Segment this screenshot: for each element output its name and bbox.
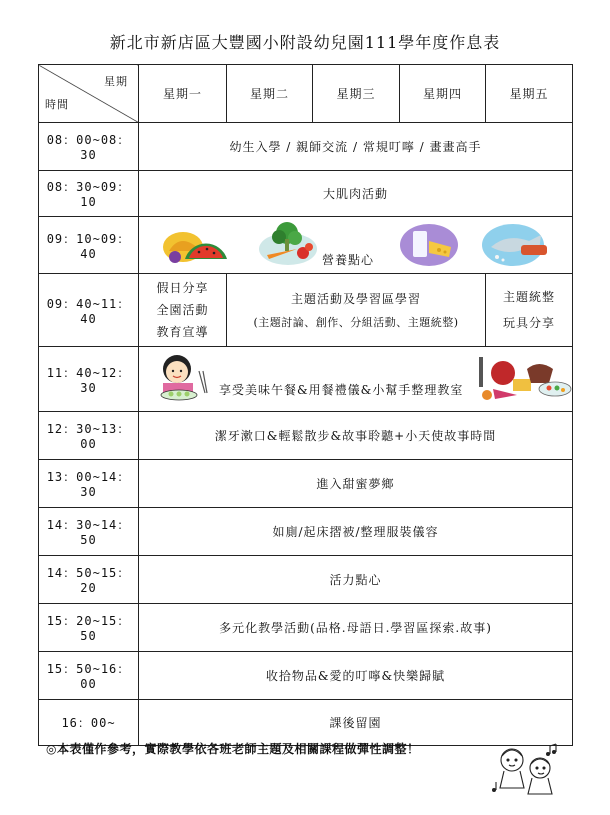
snack-cell — [139, 217, 573, 274]
time-cell: 14：30~14：50 — [39, 508, 139, 556]
time-cell: 11：40~12：30 — [39, 347, 139, 412]
table-row — [39, 347, 573, 412]
table-row — [39, 171, 573, 217]
time-cell: 13：00~14：30 — [39, 460, 139, 508]
activity-cell: 幼生入學 / 親師交流 / 常規叮嚀 / 畫畫高手 — [139, 123, 573, 171]
time-cell: 16：00~ — [39, 700, 139, 746]
time-cell: 14：50~15：20 — [39, 556, 139, 604]
monday-line: 教育宣導 — [156, 325, 209, 339]
day-header-mon: 星期一 — [139, 65, 227, 123]
food-platter-icon — [473, 349, 573, 407]
theme-activity-cell — [227, 274, 486, 347]
corner-day-label: 星期 — [104, 75, 128, 88]
time-cell: 12：30~13：00 — [39, 412, 139, 460]
monday-activity-cell — [139, 274, 227, 347]
monday-line: 假日分享 — [156, 281, 209, 295]
time-cell: 15：50~16：00 — [39, 652, 139, 700]
day-header-wed: 星期三 — [313, 65, 400, 123]
time-cell: 08：30~09：10 — [39, 171, 139, 217]
table-row — [39, 556, 573, 604]
activity-cell: 大肌肉活動 — [139, 171, 573, 217]
child-eating-icon — [149, 351, 215, 401]
activity-cell: 收拾物品&愛的叮嚀&快樂歸賦 — [139, 652, 573, 700]
activity-cell: 課後留園 — [139, 700, 573, 746]
time-cell: 15：20~15：50 — [39, 604, 139, 652]
dairy-icon — [399, 223, 459, 267]
day-header-thu: 星期四 — [400, 65, 486, 123]
activity-cell: 如廁/起床摺被/整理服裝儀容 — [139, 508, 573, 556]
table-row — [39, 604, 573, 652]
corner-time-label: 時間 — [45, 98, 69, 111]
fish-icon — [481, 221, 551, 267]
corner-cell — [39, 65, 139, 123]
children-singing-icon — [490, 738, 568, 796]
vegetables-icon — [257, 219, 319, 267]
time-cell: 09：10~09：40 — [39, 217, 139, 274]
schedule-table — [38, 64, 573, 746]
friday-line: 玩具分享 — [502, 316, 555, 330]
theme-line: (主題討論、創作、分組活動、主題統整) — [253, 316, 459, 329]
monday-line: 全園活動 — [156, 303, 209, 317]
table-row — [39, 652, 573, 700]
footnote: ◎本表僅作參考，實際教學依各班老師主題及相關課程做彈性調整！ — [46, 742, 420, 756]
lunch-cell — [139, 347, 573, 412]
table-row — [39, 460, 573, 508]
lunch-label: 享受美味午餐&用餐禮儀&小幫手整理教室 — [219, 383, 464, 397]
theme-line: 主題活動及學習區學習 — [290, 292, 421, 306]
table-row — [39, 123, 573, 171]
activity-cell: 多元化教學活動(品格.母語日.學習區探索.故事) — [139, 604, 573, 652]
friday-line: 主題統整 — [502, 290, 555, 304]
page-title: 新北市新店區大豐國小附設幼兒園111學年度作息表 — [109, 33, 501, 52]
time-cell: 09：40~11：40 — [39, 274, 139, 347]
table-row — [39, 274, 573, 347]
time-cell: 08：00~08：30 — [39, 123, 139, 171]
activity-cell: 進入甜蜜夢鄉 — [139, 460, 573, 508]
day-header-fri: 星期五 — [486, 65, 573, 123]
table-row — [39, 412, 573, 460]
activity-cell: 活力點心 — [139, 556, 573, 604]
snack-label: 營養點心 — [322, 253, 375, 267]
friday-activity-cell — [486, 274, 573, 347]
table-row — [39, 508, 573, 556]
header-row — [39, 65, 573, 123]
activity-cell: 潔牙漱口&輕鬆散步&故事聆聽+小天使故事時間 — [139, 412, 573, 460]
table-row — [39, 217, 573, 274]
day-header-tue: 星期二 — [227, 65, 313, 123]
watermelon-fruit-icon — [161, 221, 229, 265]
